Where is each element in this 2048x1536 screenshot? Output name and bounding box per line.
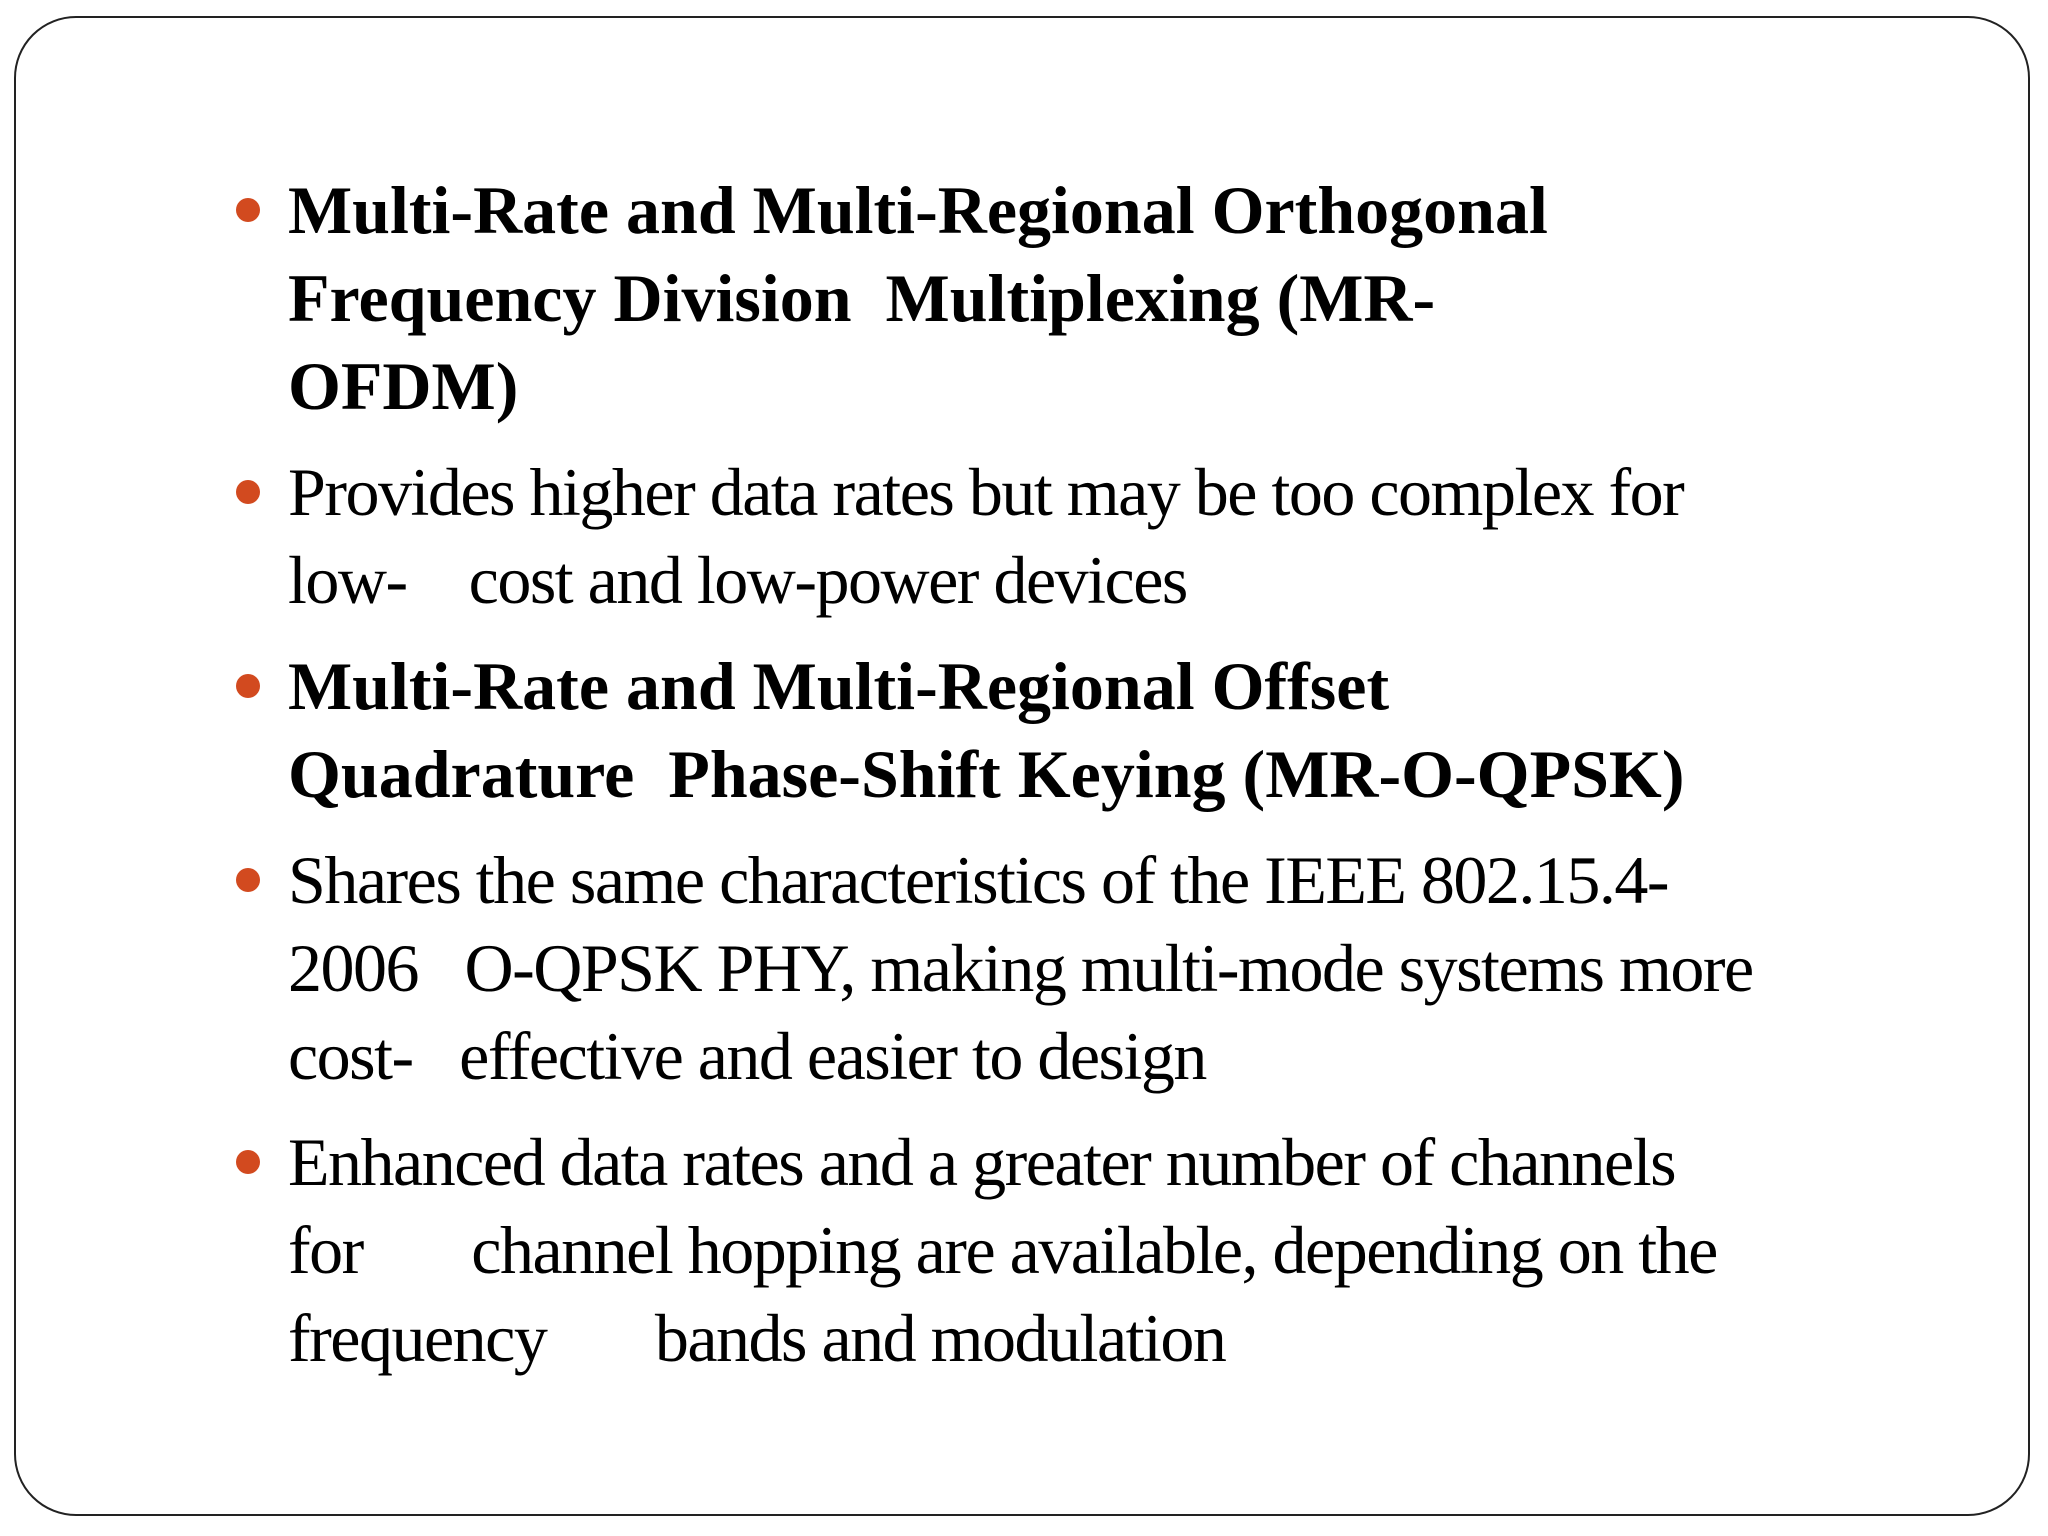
bullet-item-mr-o-qpsk-description bbox=[236, 836, 1916, 1100]
bullet-line: Multi-Rate and Multi-Regional Offset bbox=[288, 648, 1390, 724]
bullet-item-enhanced-rates bbox=[236, 1118, 1916, 1382]
bullet-dot-icon bbox=[236, 674, 260, 698]
bullet-list bbox=[236, 166, 1916, 1400]
bullet-line: Enhanced data rates and a greater number of channels bbox=[288, 1124, 1676, 1200]
bullet-line: OFDM) bbox=[288, 348, 519, 424]
bullet-line: Multi-Rate and Multi-Regional Orthogonal bbox=[288, 172, 1548, 248]
bullet-line: cost- effective and easier to design bbox=[288, 1018, 1206, 1094]
bullet-line: Frequency Division Multiplexing (MR- bbox=[288, 260, 1436, 336]
bullet-line: Shares the same characteristics of the IEEE 802.15.4- bbox=[288, 842, 1669, 918]
bullet-line: 2006 O-QPSK PHY, making multi-mode systems more bbox=[288, 930, 1753, 1006]
bullet-item-mr-ofdm-description bbox=[236, 448, 1916, 624]
bullet-line: low- cost and low-power devices bbox=[288, 542, 1187, 618]
bullet-item-mr-o-qpsk bbox=[236, 642, 1916, 818]
bullet-dot-icon bbox=[236, 1150, 260, 1174]
bullet-line: for channel hopping are available, depending on the bbox=[288, 1212, 1717, 1288]
bullet-line: Quadrature Phase-Shift Keying (MR-O-QPSK) bbox=[288, 736, 1685, 812]
bullet-dot-icon bbox=[236, 198, 260, 222]
bullet-dot-icon bbox=[236, 868, 260, 892]
bullet-item-mr-ofdm bbox=[236, 166, 1916, 430]
bullet-dot-icon bbox=[236, 480, 260, 504]
bullet-line: frequency bands and modulation bbox=[288, 1300, 1226, 1376]
bullet-line: Provides higher data rates but may be too complex for bbox=[288, 454, 1684, 530]
